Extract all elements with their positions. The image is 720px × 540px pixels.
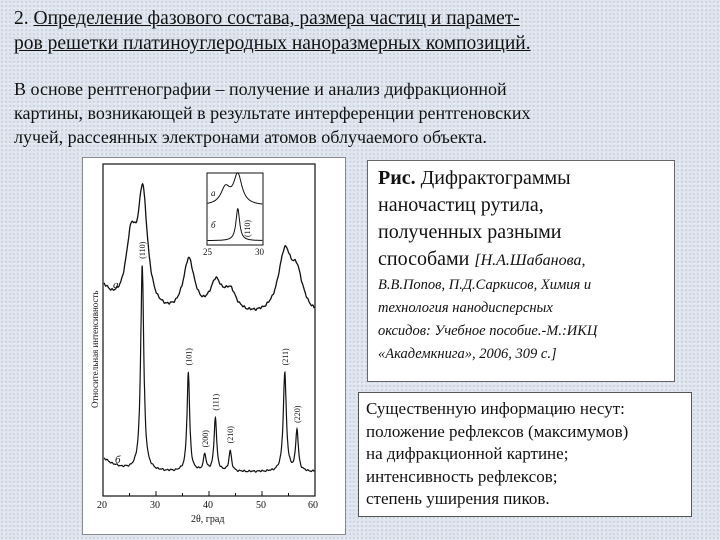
- diffractogram-chart: [83, 158, 347, 536]
- info-line-4: интенсивность рефлексов;: [366, 466, 558, 486]
- inset-frame: [207, 173, 263, 245]
- x-tick-40: 40: [203, 500, 213, 511]
- hkl-label: (110): [138, 241, 148, 259]
- hkl-label: (111): [211, 393, 221, 411]
- figure-caption: [367, 160, 675, 382]
- inset-tick-25: 25: [203, 247, 212, 257]
- caption-label: Рис.: [378, 167, 416, 189]
- caption-line-2: наночастиц рутила,: [378, 194, 544, 216]
- caption-source-lead: [Н.А.Шабанова,: [474, 252, 586, 269]
- x-tick-30: 30: [150, 500, 160, 511]
- title-number: 2.: [14, 8, 29, 29]
- inset-label-a: а: [211, 188, 216, 198]
- caption-line-3: полученных разными: [378, 221, 562, 243]
- title-line-1: Определение фазового состава, размера частиц и парамет-: [33, 8, 520, 29]
- caption-source-2: технология нанодисперсных: [378, 300, 553, 316]
- inset-label-b: б: [211, 220, 216, 230]
- x-tick-60: 60: [308, 500, 318, 511]
- hkl-label: (200): [200, 430, 210, 448]
- hkl-label: (220): [293, 405, 302, 423]
- caption-text-4: способами: [378, 248, 470, 270]
- x-axis-label: 2θ, град: [191, 514, 225, 525]
- info-box: [358, 392, 692, 517]
- inset-hkl-label: (110): [243, 219, 252, 237]
- y-axis-label: Относительная интенсивность: [90, 290, 100, 408]
- caption-line-1: [378, 165, 666, 192]
- info-line-2: положение рефлексов (максимумов): [366, 421, 629, 441]
- caption-line-4: [378, 246, 666, 274]
- x-tick-20: 20: [97, 500, 107, 511]
- series-a-label: а: [113, 279, 119, 291]
- caption-source-4: «Академкнига», 2006, 309 с.]: [378, 346, 557, 362]
- intro-paragraph: [14, 77, 714, 149]
- x-tick-50: 50: [256, 500, 266, 511]
- hkl-label: (101): [184, 348, 194, 366]
- caption-text-1: Дифрактограммы: [420, 167, 571, 189]
- info-line-3: на дифракционной картине;: [366, 444, 569, 463]
- hkl-label: (210): [226, 426, 236, 444]
- series-b-label: б: [115, 454, 121, 466]
- info-line-5: степень уширения пиков.: [366, 489, 550, 508]
- caption-source-3: оксидов: Учебное пособие.-М.:ИКЦ: [378, 323, 598, 339]
- caption-source-1: В.В.Попов, П.Д.Саркисов, Химия и: [378, 277, 592, 293]
- xrd-figure: [82, 157, 346, 535]
- intro-line-1: В основе рентгенографии – получение и анализ дифракционной: [14, 79, 507, 99]
- hkl-label: (211): [280, 348, 290, 366]
- intro-line-2: картины, возникающей в результате интерференции рентгеновских: [14, 103, 531, 123]
- title-line-2: ров решетки платиноуглеродных наноразмерных композиций.: [14, 33, 531, 54]
- info-line-1: Существенную информацию несут:: [366, 399, 625, 418]
- intro-line-3: лучей, рассеянных электронами атомов облучаемого объекта.: [14, 127, 487, 147]
- slide-title: [14, 6, 714, 56]
- inset-tick-30: 30: [255, 247, 264, 257]
